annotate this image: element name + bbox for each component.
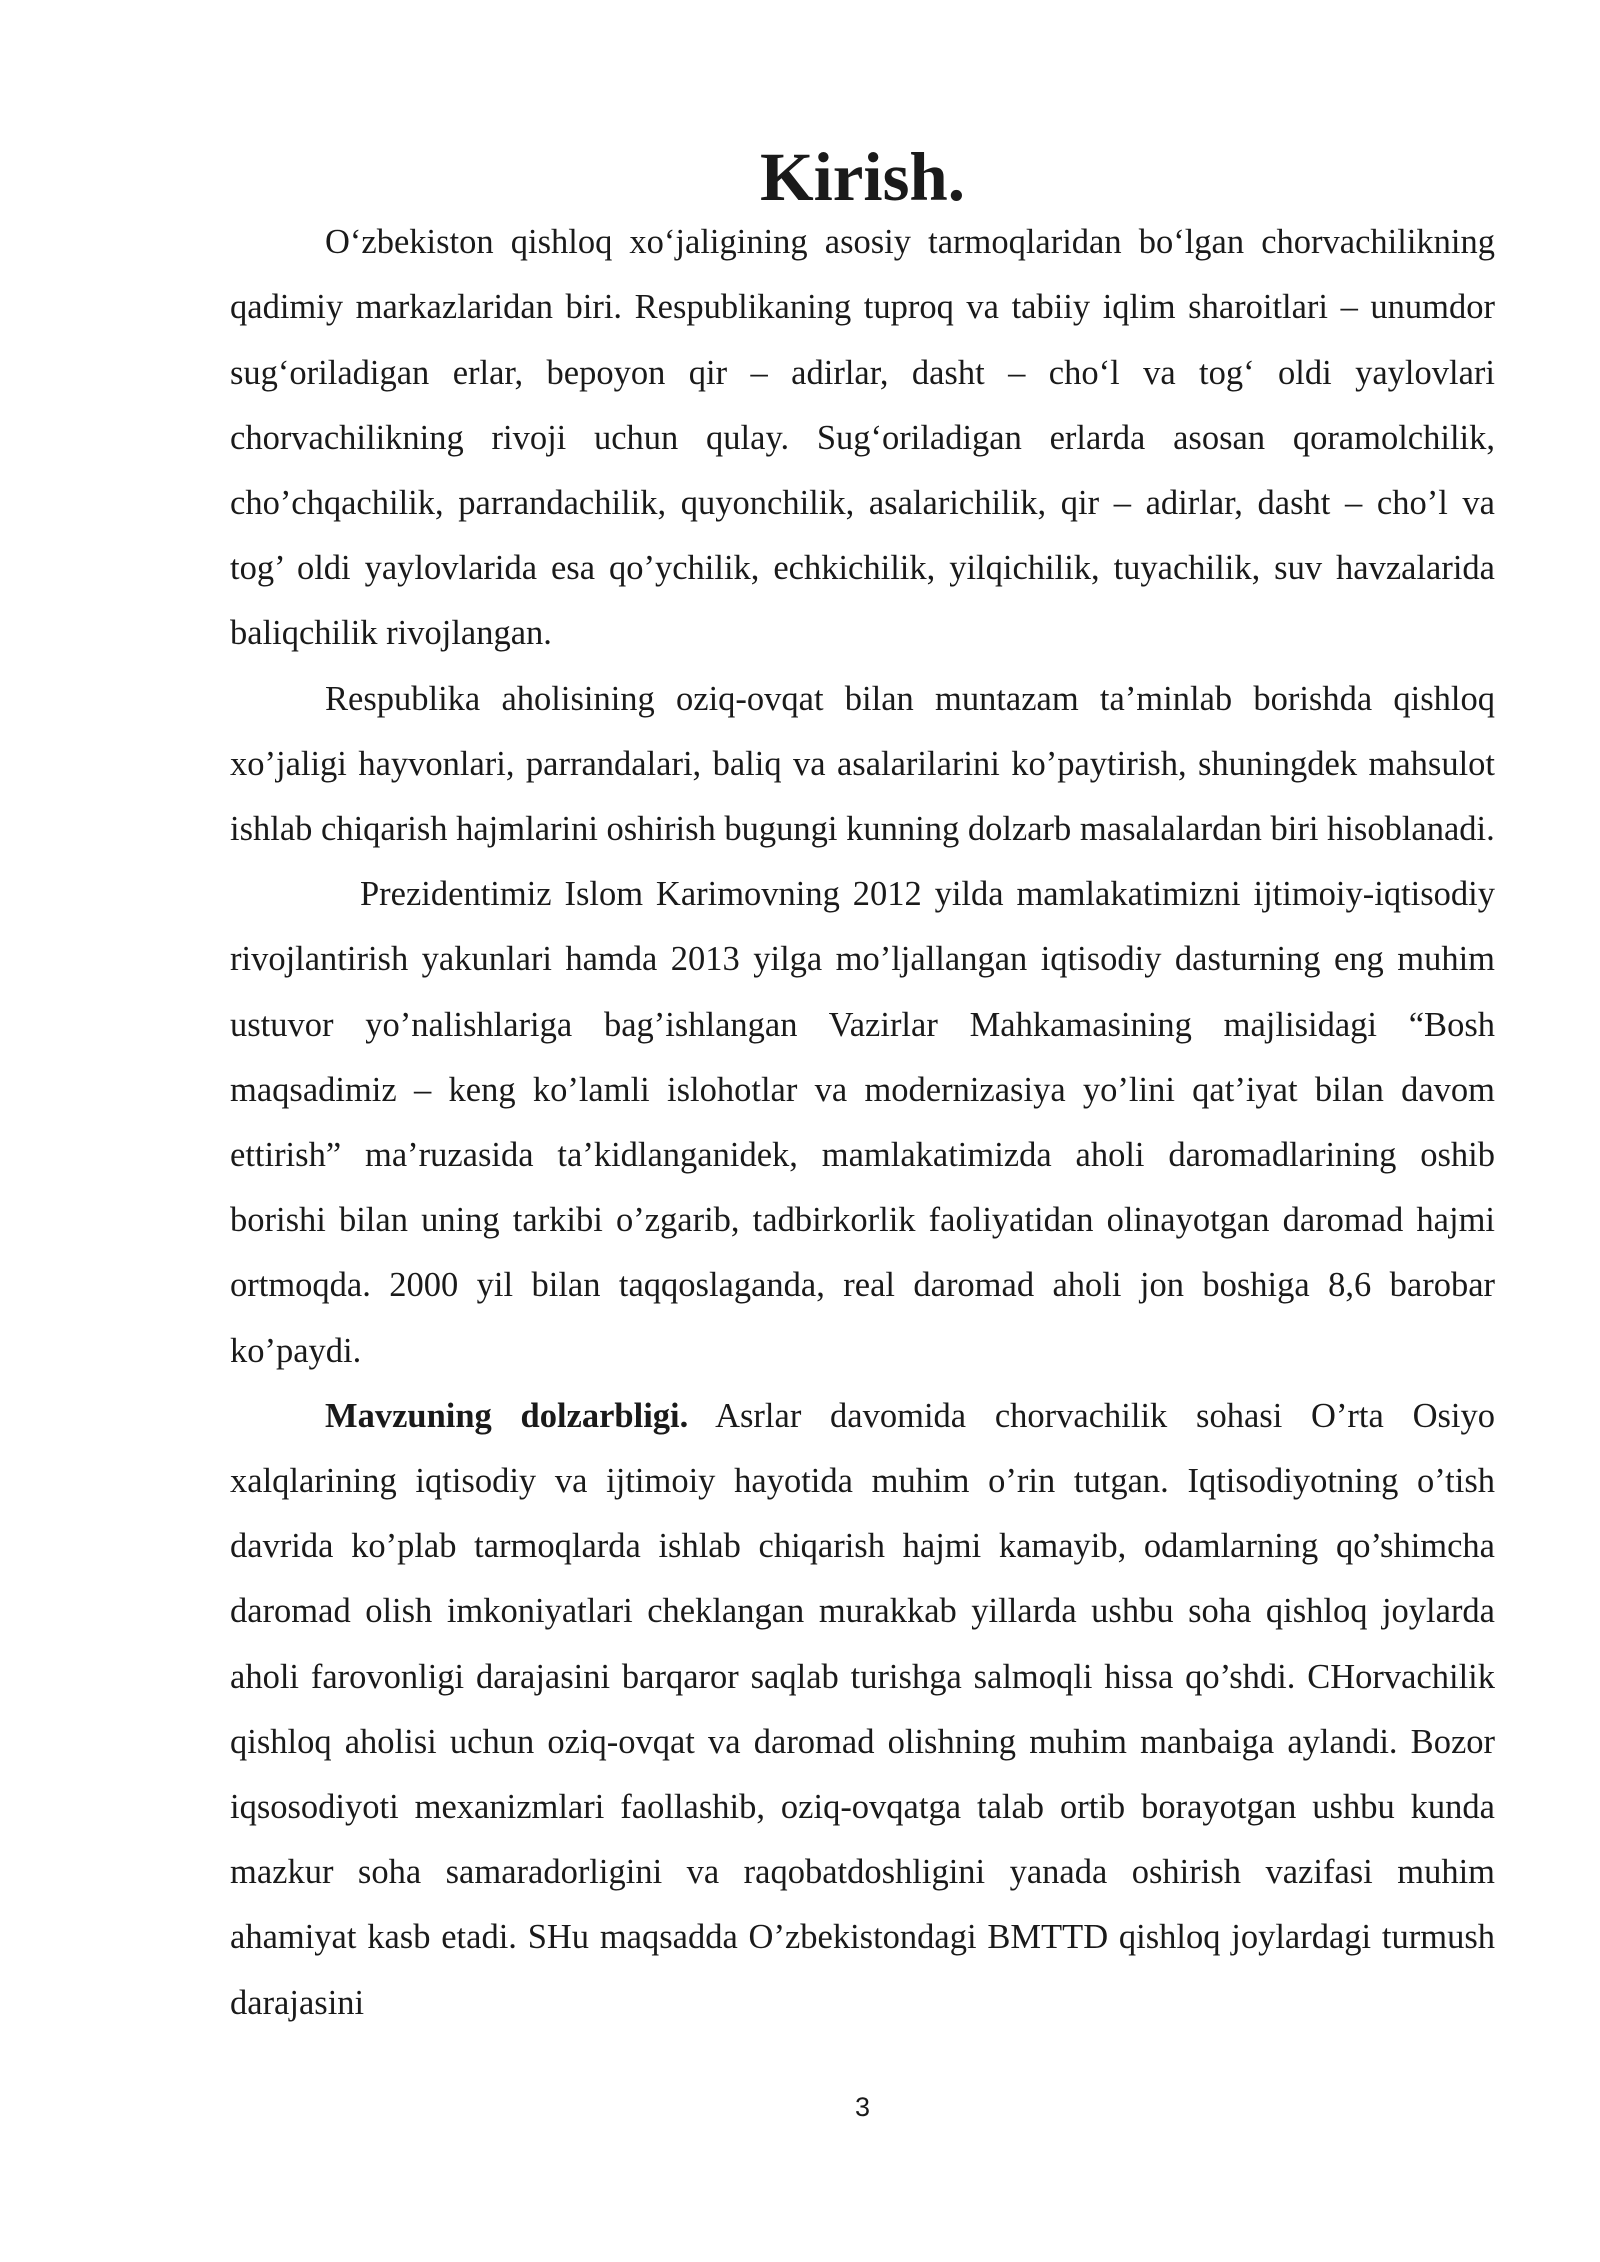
paragraph-president-report: Prezidentimiz Islom Karimovning 2012 yilda mamlakatimizni ijtimoiy-iqtisodiy rivojlantirish yakunlari hamda 2013 yilga mo’ljallangan iqtisodiy dasturning eng muhim ustuvor yo’nalishlariga bag’ishlangan Vazirlar Mahkamasining majlisidagi “Bosh maqsadimiz – keng ko’lamli islohotlar va modernizasiya yo’lini qat’iyat bilan davom ettirish” ma’ruzasida ta’kidlanganidek, mamlakatimizda aholi daromadlarining oshib borishi bilan uning tarkibi o’zgarib, tadbirkorlik faoliyatidan olinayotgan daromad hajmi ortmoqda. 2000 yil bilan taqqoslaganda, real daromad aholi jon boshiga 8,6 barobar ko’paydi. — [230, 875, 1495, 1370]
relevance-heading: Mavzuning dolzarbligi. — [325, 1396, 689, 1435]
page-number: 3 — [854, 2092, 871, 2122]
document-body — [230, 139, 1495, 2036]
paragraph-relevance — [230, 1384, 1495, 2036]
document-title: Kirish. — [759, 139, 966, 215]
paragraph-food-supply: Respublika aholisining oziq-ovqat bilan muntazam ta’minlab borishda qishloq xo’jaligi hayvonlari, parrandalari, baliq va asalarilarini ko’paytirish, shuningdek mahsulot ishlab chiqarish hajmlarini oshirish bugungi kunning dolzarb masalalardan biri hisoblanadi. — [230, 679, 1495, 849]
relevance-text: Asrlar davomida chorvachilik sohasi O’rta Osiyo xalqlarining iqtisodiy va ijtimoiy hayotida muhim o’rin tutgan. Iqtisodiyotning o’tish davrida ko’plab tarmoqlarda ishlab chiqarish hajmi kamayib, odamlarning qo’shimcha daromad olish imkoniyatlari cheklangan murakkab yillarda ushbu soha qishloq joylarda aholi farovonligi darajasini barqaror saqlab turishga salmoqli hissa qo’shdi. CHorvachilik qishloq aholisi uchun oziq-ovqat va daromad olishning muhim manbaiga aylandi. Bozor iqsosodiyoti mexanizmlari faollashib, oziq-ovqatga talab ortib borayotgan ushbu kunda mazkur soha samaradorligini va raqobatdoshligini yanada oshirish vazifasi muhim ahamiyat kasb etadi. SHu maqsadda O’zbekistondagi BMTTD qishloq joylardagi turmush darajasini — [230, 1396, 1495, 2022]
paragraph-intro: O‘zbekiston qishloq xo‘jaligining asosiy tarmoqlaridan bo‘lgan chorvachilikning qadimiy markazlaridan biri. Respublikaning tuproq va tabiiy iqlim sharoitlari – unumdor sug‘oriladigan erlar, bepoyon qir – adirlar, dasht – cho‘l va tog‘ oldi yaylovlari chorvachilikning rivoji uchun qulay. Sug‘oriladigan erlarda asosan qoramolchilik, cho’chqachilik, parrandachilik, quyonchilik, asalarichilik, qir – adirlar, dasht – cho’l va tog’ oldi yaylovlarida esa qo’ychilik, echkichilik, yilqichilik, tuyachilik, suv havzalarida baliqchilik rivojlangan. — [230, 223, 1495, 653]
